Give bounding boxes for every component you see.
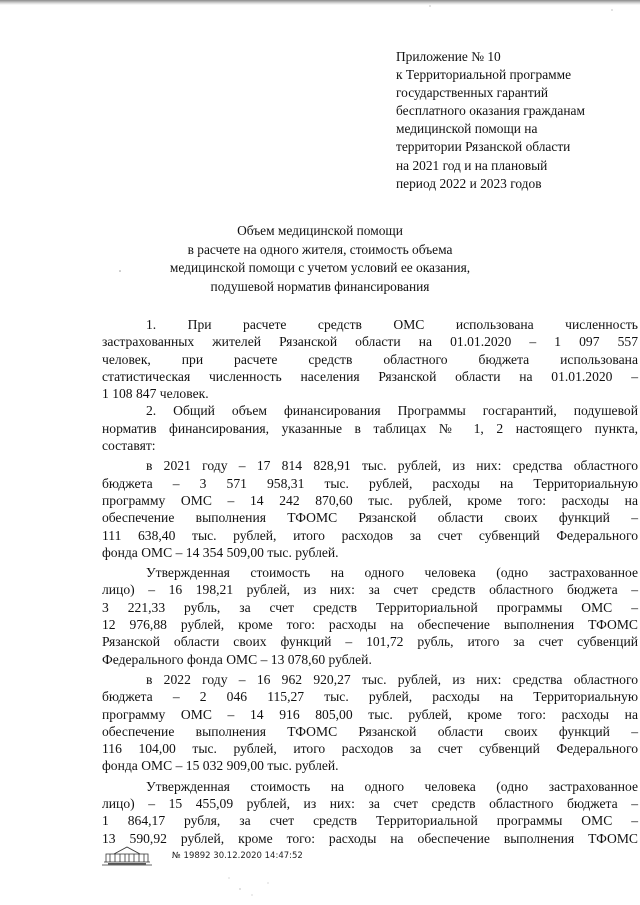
text-line: в 2021 году – 17 814 828,91 тыс. рублей, из них: средства областного bbox=[146, 458, 638, 474]
appendix-line: период 2022 и 2023 годов bbox=[396, 175, 542, 191]
text-line: бюджета – 3 571 958,31 тыс. рублей, расходы на Территориальную bbox=[102, 475, 638, 491]
text-line: 13 590,92 рублей, кроме того: расходы на обеспечение выполнения ТФОМС bbox=[102, 830, 638, 846]
appendix-line: медицинской помощи на bbox=[396, 121, 538, 137]
building-emblem-icon bbox=[100, 842, 154, 868]
document-footer bbox=[100, 842, 420, 872]
text-line: застрахованных жителей Рязанской области на 01.01.2020 – 1 097 557 bbox=[102, 334, 638, 350]
document-body bbox=[102, 316, 638, 847]
appendix-line: на 2021 год и на плановый bbox=[396, 157, 548, 173]
text-line: в 2022 году – 16 962 920,27 тыс. рублей, из них: средства областного bbox=[146, 671, 638, 687]
appendix-line: бесплатного оказания гражданам bbox=[396, 103, 585, 119]
text-line: лицо) – 16 198,21 рублей, из них: за счет средств областного бюджета – bbox=[102, 582, 638, 598]
title-line: в расчете на одного жителя, стоимость объема bbox=[187, 241, 453, 257]
title-line: подушевой норматив финансирования bbox=[210, 278, 430, 294]
paragraph-2021 bbox=[102, 457, 638, 561]
appendix-header bbox=[396, 48, 626, 193]
text-line: 1 864,17 рубля, за счет средств Территориальной программы ОМС – bbox=[102, 813, 638, 829]
text-line: норматив финансирования, указанные в таблицах № 1, 2 настоящего пункта, bbox=[102, 420, 638, 436]
text-line: обеспечение выполнения ТФОМС Рязанской области своих функций – bbox=[102, 510, 638, 526]
text-line: 2. Общий объем финансирования Программы госгарантий, подушевой bbox=[146, 403, 638, 419]
text-line: 3 221,33 рубль, за счет средств Территориальной программы ОМС – bbox=[102, 599, 638, 615]
text-line: 12 976,88 рублей, кроме того: расходы на обеспечение выполнения ТФОМС bbox=[102, 617, 638, 633]
paragraph-2 bbox=[102, 402, 638, 454]
appendix-line: территории Рязанской области bbox=[396, 139, 571, 155]
document-title bbox=[100, 222, 540, 296]
text-line: статистическая численность населения Рязанской области на 01.01.2020 – bbox=[102, 368, 638, 384]
paragraph-1 bbox=[102, 316, 638, 402]
text-line: 1 108 847 человек. bbox=[102, 386, 209, 402]
text-line: 1. При расчете средств ОМС использована численность bbox=[146, 317, 638, 332]
appendix-line: к Территориальной программе bbox=[396, 67, 572, 83]
text-line: программу ОМС – 14 916 805,00 тыс. рублей, кроме того: расходы на bbox=[102, 706, 638, 722]
text-line: лицо) – 15 455,09 рублей, из них: за счет средств областного бюджета – bbox=[102, 796, 638, 812]
text-line: бюджета – 2 046 115,27 тыс. рублей, расходы на Территориальную bbox=[102, 689, 638, 705]
paragraph-2022 bbox=[102, 671, 638, 775]
text-line: Утвержденная стоимость на одного человека (одно застрахованное bbox=[146, 778, 638, 794]
text-line: фонда ОМС – 14 354 509,00 тыс. рублей. bbox=[102, 544, 339, 560]
text-line: 111 638,40 тыс. рублей, итого расходов за счет субвенций Федерального bbox=[102, 527, 638, 543]
text-line: составят: bbox=[102, 438, 156, 454]
text-line: Рязанской области своих функций – 101,72 рубль, итого за счет субвенций bbox=[102, 634, 638, 650]
text-line: Федерального фонда ОМС – 13 078,60 рублей. bbox=[102, 651, 372, 667]
paragraph-cost-2021 bbox=[102, 564, 638, 668]
appendix-line: Приложение № 10 bbox=[396, 49, 501, 64]
title-line: медицинской помощи с учетом условий ее оказания, bbox=[169, 260, 471, 275]
text-line: Утвержденная стоимость на одного человека (одно застрахованное bbox=[146, 565, 638, 581]
text-line: программу ОМС – 14 242 870,60 тыс. рублей, кроме того: расходы на bbox=[102, 492, 638, 508]
text-line: человек, при расчете средств областного бюджета использована bbox=[102, 351, 638, 367]
text-line: обеспечение выполнения ТФОМС Рязанской области своих функций – bbox=[102, 723, 638, 739]
text-line: фонда ОМС – 15 032 909,00 тыс. рублей. bbox=[102, 758, 339, 774]
appendix-line: государственных гарантий bbox=[396, 85, 549, 101]
paragraph-cost-2022 bbox=[102, 778, 638, 847]
registration-stamp: № 19892 30.12.2020 14:47:52 bbox=[172, 851, 303, 861]
title-line: Объем медицинской помощи bbox=[237, 223, 403, 238]
scan-top-edge bbox=[0, 0, 640, 5]
text-line: 116 104,00 тыс. рублей, итого расходов за счет субвенций Федерального bbox=[102, 741, 638, 757]
